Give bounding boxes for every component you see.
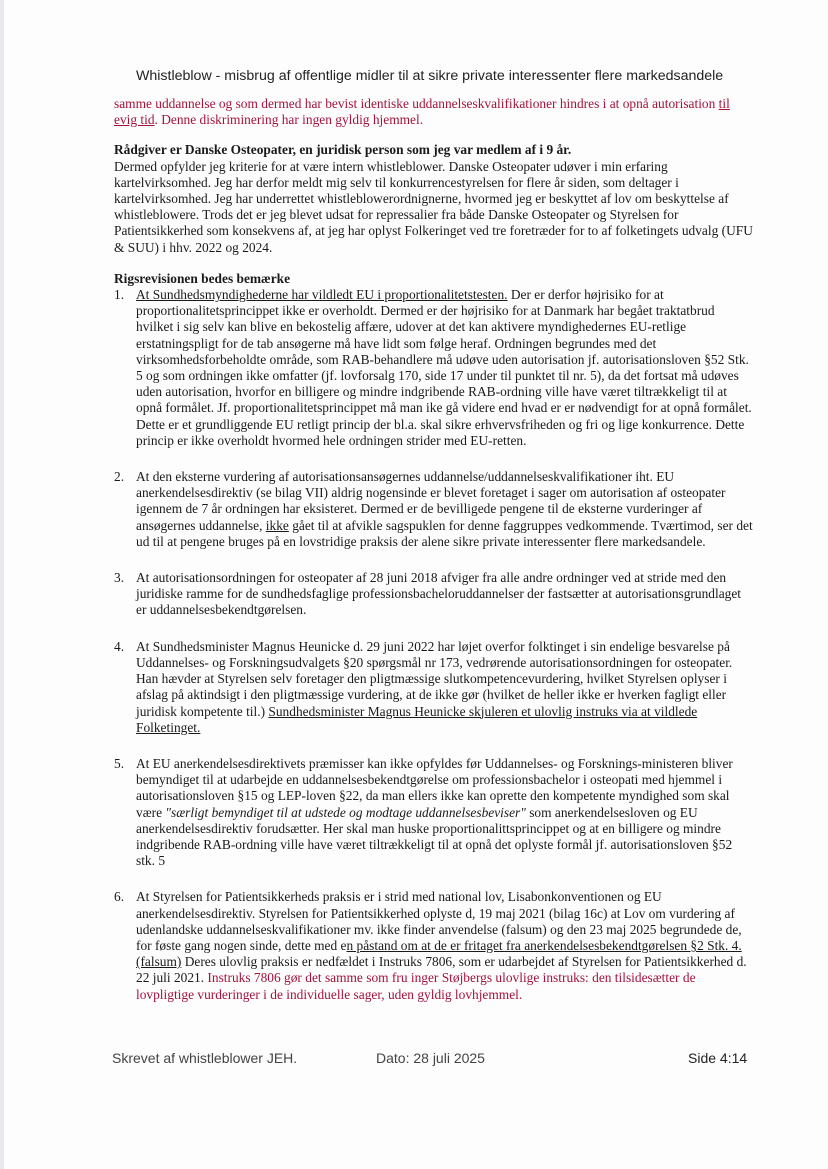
intro-red-underlined: til evig tid [114,96,730,128]
advisor-text: Dermed opfylder jeg kriterie for at være intern whistleblower. Danske Osteopater udøver i min erfaring kartelvirksomhed. Jeg har derfor meldt mig selv til konkurrencestyrelsen for flere år siden, som deltager i kartelvirksomhed. Jeg har underrettet whistleblowerordnignerne, hvormed jeg er beskyttet af lov om beskyttelse af whistleblowere. Trods det er jeg blevet udsat for repressalier fra både Danske Osteopater og Styrelsen for Patientsikkerhed som konsekvens af, at jeg har oplyst Folkeringet ved tre foretræder for to af folketingets udvalg (UFU & SUU) i hhv. 2022 og 2024. [114,158,753,255]
footer-date: Dato: 28 juli 2025 [376,1050,485,1066]
intro-paragraph [114,96,754,128]
item-number: 4. [114,638,125,654]
item-number: 3. [114,570,125,586]
item-underlined: n påstand om at de er fritaget fra anerkendelsesbekendtgørelsen §2 Stk. 4. (falsum) [136,937,742,970]
item-number: 6. [114,889,125,905]
item-red-text: Instruks 7806 gør det samme som fru inger Støjbergs ulovlige instruks: den tilsidesætter de lovpligtige vurderinger i de individuelle sager, uden gyldig lovhjemmel. [136,970,696,1002]
scan-edge [0,0,4,1169]
item-text: Deres ulovlig praksis er nedfældet i Instruks 7806, som er udarbejdet af Styrelsen for Patientsikkerhed d. 22 juli 2021. [136,954,747,986]
item-text: At EU anerkendelsesdirektivets præmisser kan ikke opfyldes før Uddannelses- og Forsknings-ministeren bliver bemyndiget til at udarbejde en uddannelsesbekendtgørelse om professionsbachelor i osteopati med hjemmel i autorisationsloven §15 og LEP-loven §22, da man ellers ikke kan oprette den kompetente myndighed som skal være [136,755,733,820]
item-text: At Sundhedsminister Magnus Heunicke d. 29 juni 2022 har løjet overfor folktinget i sin endelige besvarelse på Uddannelses- og Forskningsudvalgets §20 spørgsmål nr 173, vedrørende autorisationsordningen for osteopater. Han hævder at Styrelsen selv foretager den pligtmæssige slutkompetencevurdering, hvilket Styrelsen oplyser i afslag på aktindsigt i den pligtmæssige vurdering, at de ikke gør (hvilket de heller ikke er hverken fagligt eller juridisk kompetente til.) [136,638,733,719]
list-item [114,570,754,619]
item-text: At den eksterne vurdering af autorisationsansøgernes uddannelse/uddannelseskvalifikationer iht. EU anerkendelsesdirektiv (se bilag VII) aldrig nogensinde er blevet foretaget i sager om autorisation af osteopater igennem de 7 år ordningen har eksisteret. Dermed er de bevilligede pengene til de eksterne vurderinger af ansøgernes uddannelse, [136,469,726,533]
list-item [114,469,754,550]
item-text: gået til at afvikle sagspuklen for denne faggruppes vedkommende. Tværtimod, ser det ud til at pengene bruges på en lovstridige praksis der alene sikre private interessenter flere markedsandele. [136,517,753,549]
rigsrevisionen-heading: Rigsrevisionen bedes bemærke [114,270,291,286]
item-text: Der er derfor højrisiko for at proportionalitetsprincippet ikke er overholdt. Dermed er der højrisiko for at Danmark har begået traktatbrud hvilket i sig selv kan blive en bekostelig affære, udover at det kan aktivere myndighedernes EU-retlige erstatningspligt for de tab ansøgerne må have lidt som følge heraf. Ordningen begrundes med det virksomhedsforbeholdte område, som RAB-behandlere må udøve uden autorisation jf. autorisationsloven §52 Stk. 5 og som ordningen ikke omfatter (jf. lovforsalg 170, side 17 under til punktet til nr. 5), da det fortsat må udøves uden autorisation, hvorfor en billigere og mindre indgribende RAB-ordning ville have været tiltrækkeligt til at opnå formålet. Jf. proportionalitetsprincippet må man ike gå videre end hvad er er nødvendigt for at opnå formålet. Dette er et grundliggende EU retligt princip der bl.a. skal sikre erhvervsfriheden og fri og lige konkurrence. Dette princip er ikke overholdt hvormed hele ordningen strider med EU-retten. [136,287,752,448]
item-underlined: ikke [265,517,289,533]
footer-author: Skrevet af whistleblower JEH. [112,1050,298,1066]
intro-red-tail: . Denne diskriminering har ingen gyldig hjemmel. [154,112,424,128]
item-underlined: At Sundhedsmyndighederne har vildledt EU i proportionalitetstesten. [136,287,508,303]
item-text: som anerkendelsesloven og EU anerkendelsesdirektiv forudsætter. Her skal man huske proportionalittsprincippet og at en billigere og mindre indgribende RAB-ordning ville have været tiltrækkeligt til at opnå det oplyste formål jf. autorisationsloven §52 stk. 5 [136,804,733,869]
item-italic-quote: "særligt bemyndiget til at udstede og modtage uddannelsesbeviser" [165,804,526,820]
footer-page-number: Side 4:14 [688,1050,748,1066]
item-text: At Styrelsen for Patientsikkerheds praksis er i strid med national lov, Lisabonkonventionen og EU anerkendelsesdirektiv. Styrelsen for Patientsikkerhed oplyste d, 19 maj 2021 (bilag 16c) at Lov om vurdering af udenlandske uddannelseskvalifikationer mv. ikke finder anvendelse (falsum) og den 23 maj 2025 begrundede de, for føste gang nogen sinde, dette med e [136,889,742,953]
item-underlined: Sundhedsminister Magnus Heunicke skjuleren et ulovlig instruks via at vildlede Folketinget. [136,703,698,735]
rigsrevisionen-section [114,271,754,1003]
item-text: At autorisationsordningen for osteopater af 28 juni 2018 afviger fra alle andre ordninger ved at stride med den juridiske ramme for de sundhedsfaglige professionsbacheloruddannelser der fastsætter at autorisationsgrundlaget er uddannelsesbekendtgørelsen. [136,570,742,618]
document-body [114,96,754,1003]
item-number: 2. [114,469,125,485]
intro-red-text: samme uddannelse og som dermed har bevist identiske uddannelseskvalifikationer hindres i at opnå autorisation [114,96,719,111]
advisor-heading: Rådgiver er Danske Osteopater, en juridisk person som jeg var medlem af i 9 år. [114,142,572,158]
item-number: 1. [114,287,125,303]
findings-list [114,287,754,1003]
list-item [114,287,754,449]
advisor-section [114,142,754,255]
list-item [114,756,754,869]
item-number: 5. [114,755,125,771]
list-item [114,639,754,736]
list-item [114,889,754,1002]
page-header-title: Whistleblow - misbrug af offentlige midler til at sikre private interessenter flere markedsandele [136,68,724,84]
